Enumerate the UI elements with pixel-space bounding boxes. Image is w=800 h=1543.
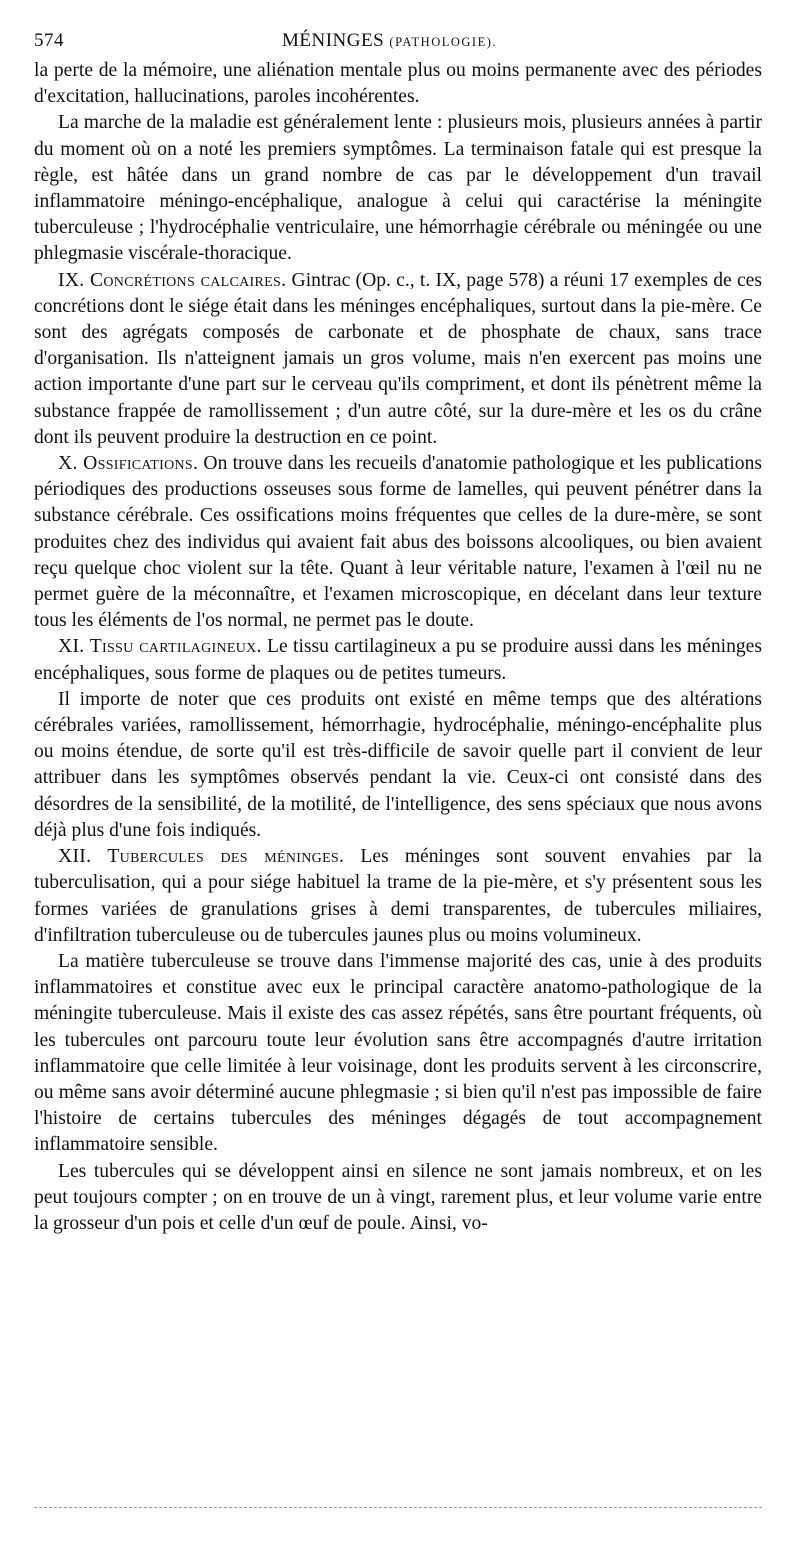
paragraph-text: Les tubercules qui se développent ainsi en silence ne sont jamais nombreux, et on les peut toujours compter ; on en trouve de un à vingt, rarement plus, et leur volume varie entre la grosseur d'un pois et celle d'un œuf de poule. Ainsi, vo- <box>34 1160 762 1234</box>
paragraph-text: Les méninges sont souvent envahies par la tuberculisation, qui a pour siége habituel la trame de la pie-mère, et s'y présentent sous les formes variées de granulations grises à demi transparentes, de tubercules miliaires, d'infiltration tuberculeuse ou de tubercules jaunes plus ou moins volumineux. <box>34 846 762 946</box>
section-heading: IX. Concrétions calcaires. <box>58 269 287 291</box>
paragraph <box>34 1159 762 1238</box>
page-number: 574 <box>34 30 64 51</box>
paragraph <box>34 268 762 451</box>
section-heading: X. Ossifications. <box>58 453 199 475</box>
section-heading: XI. Tissu cartilagineux. <box>58 636 262 658</box>
paragraph <box>34 451 762 634</box>
running-title-sub: (PATHOLOGIE). <box>389 35 497 49</box>
paragraph-text: Le tissu cartilagineux a pu se produire aussi dans les méninges encéphaliques, sous forme de plaques ou de petites tumeurs. <box>34 636 762 684</box>
paragraph <box>34 687 762 844</box>
paragraph-text: Gintrac (Op. c., t. IX, page 578) a réuni 17 exemples de ces concrétions dont le siége était dans les méninges encéphaliques, surtout dans la pie-mère. Ce sont des agrégats composés de carbonate et de phosphate de chaux, sans trace d'organisation. Ils n'atteignent jamais un gros volume, mais n'en exercent pas moins une action importante d'une part sur le cerveau qu'ils compriment, et dont ils pénètrent même la substance frappée de ramollissement ; d'un autre côté, sur la dure-mère et les os du crâne dont ils peuvent produire la destruction en ce point. <box>34 269 762 448</box>
paragraph <box>34 949 762 1159</box>
paragraph <box>34 844 762 949</box>
footer-rule <box>34 1507 762 1508</box>
paragraph <box>34 58 762 110</box>
paragraph-text: La marche de la maladie est généralement lente : plusieurs mois, plusieurs années à partir du moment où on a noté les premiers symptômes. La terminaison fatale qui est presque la règle, est hâtée dans un grand nombre de cas par le développement d'un travail inflammatoire méningo-encéphalique, analogue à celui qui caractérise la méningite tuberculeuse ; l'hydrocéphalie ventriculaire, une hémorrhagie cérébrale ou méningée ou une phlegmasie viscérale-thoracique. <box>34 112 762 265</box>
running-title <box>282 30 497 52</box>
body-text <box>34 58 762 1237</box>
running-header <box>34 30 762 58</box>
paragraph-text: La matière tuberculeuse se trouve dans l'immense majorité des cas, unie à des produits inflammatoires et constitue avec eux le principal caractère anatomo-pathologique de la méningite tuberculeuse. Mais il existe des cas assez répétés, sans être pourtant fréquents, où les tubercules ont parcouru toute leur évolution sans être accompagnés d'autre irritation inflammatoire que celle limitée à leur voisinage, dont les produits servent à les circonscrire, ou même sans avoir déterminé aucune phlegmasie ; si bien qu'il n'est pas impossible de faire l'histoire de certains tubercules des méninges dégagés de tout accompagnement inflammatoire sensible. <box>34 950 762 1156</box>
page <box>34 30 762 1237</box>
paragraph <box>34 634 762 686</box>
paragraph-text: On trouve dans les recueils d'anatomie pathologique et les publications périodiques des productions osseuses sous forme de lamelles, qui peuvent pénétrer dans la substance cérébrale. Ces ossifications moins fréquentes que celles de la dure-mère, se sont produites chez des individus qui avaient fait abus des boissons alcooliques, ou bien avaient reçu quelque choc violent sur la tête. Quant à leur véritable nature, l'examen à l'œil nu ne permet guère de la méconnaître, et l'examen microscopique, en décelant dans leur texture tous les éléments de l'os normal, ne permet pas le doute. <box>34 453 762 632</box>
running-title-main: MÉNINGES <box>282 30 385 51</box>
paragraph-text: Il importe de noter que ces produits ont existé en même temps que des altérations cérébrales variées, ramollissement, hémorrhagie, hydrocéphalie, méningo-encéphalite plus ou moins étendue, de sorte qu'il est très-difficile de savoir quelle part il convient de leur attribuer dans les symptômes observés pendant la vie. Ceux-ci ont consisté dans des désordres de la sensibilité, de la motilité, de l'intelligence, des sens spéciaux que nous avons déjà plus d'une fois indiqués. <box>34 688 762 841</box>
paragraph <box>34 110 762 267</box>
paragraph-text: la perte de la mémoire, une aliénation mentale plus ou moins permanente avec des périodes d'excitation, hallucinations, paroles incohérentes. <box>34 60 762 108</box>
section-heading: XII. Tubercules des méninges. <box>58 846 345 868</box>
